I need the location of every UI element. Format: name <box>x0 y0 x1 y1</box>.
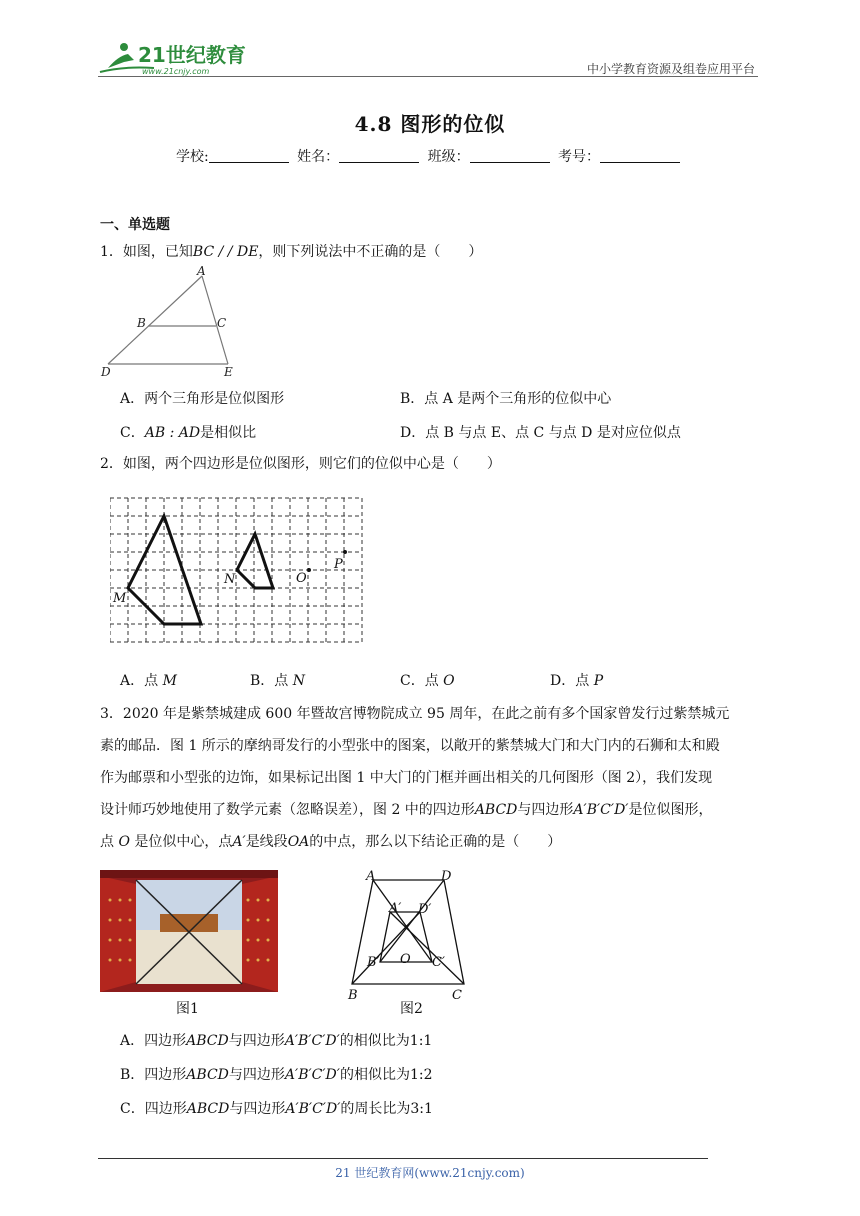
q1-stem-text: 1．如图，已知 <box>100 244 193 260</box>
q1-label-e: E <box>224 365 233 379</box>
q3-line-5-c: 是线段 <box>245 834 288 850</box>
header-divider <box>98 76 758 77</box>
q2-option-b-math: N <box>292 673 305 689</box>
q3-line-5-math-3: OA <box>287 834 310 850</box>
q1-option-b[interactable]: B．点 A 是两个三角形的位似中心 <box>400 391 612 407</box>
q2-option-b[interactable] <box>250 670 305 690</box>
school-field[interactable] <box>209 148 289 163</box>
student-info <box>0 146 860 166</box>
q3-fig2-label-o: O <box>400 952 411 967</box>
q3-option-c-ratio: 3:1 <box>410 1101 433 1117</box>
q3-option-b-math-1: ABCD <box>186 1067 229 1083</box>
q3-option-a-math-2: A′B′C′D′ <box>284 1033 340 1049</box>
q1-option-c-prefix: C． <box>120 425 145 441</box>
q3-line-5-math-1: O <box>118 834 130 850</box>
q3-line-4 <box>100 794 770 826</box>
q3-figure2-caption: 图2 <box>400 1001 423 1017</box>
q3-line-4-b: 与四边形 <box>517 802 574 818</box>
q1-option-c[interactable] <box>120 422 256 442</box>
q3-option-b[interactable] <box>120 1064 433 1084</box>
q1-option-c-suffix: 是相似比 <box>200 425 257 441</box>
school-label: 学校: <box>175 149 209 165</box>
q3-line-4-c: 是位似图形， <box>628 802 713 818</box>
q1-stem-tail: ，则下列说法中不正确的是（ ） <box>258 244 483 260</box>
q3-line-4-math-2: A′B′C′D′ <box>573 802 629 818</box>
section-heading: 一、单选题 <box>100 217 170 233</box>
q1-label-a: A <box>197 264 206 278</box>
q3-line-5-b: 是位似中心，点 <box>134 834 233 850</box>
q3-option-c-suffix: 的周长比为 <box>340 1101 411 1117</box>
q3-option-a-prefix: A．四边形 <box>120 1033 187 1049</box>
q3-figure1-photo <box>100 870 278 992</box>
q2-option-c-math: O <box>443 673 455 689</box>
q2-label-n: N <box>224 572 236 587</box>
q2-option-d-prefix: D．点 <box>550 673 590 689</box>
q2-option-c[interactable] <box>400 670 455 690</box>
q3-line-4-a: 设计师巧妙地使用了数学元素（忽略误差），图 2 中的四边形 <box>100 802 475 818</box>
q1-option-c-math: AB : AD <box>144 425 201 441</box>
page-title: 4.8 图形的位似 <box>354 112 506 136</box>
class-field[interactable] <box>470 148 550 163</box>
q3-figure1-caption: 图1 <box>176 1001 199 1017</box>
q3-fig2-label-d: D <box>441 869 452 884</box>
q3-option-c[interactable] <box>120 1098 433 1118</box>
name-label: 姓名： <box>297 149 340 165</box>
q3-option-a-math-1: ABCD <box>186 1033 229 1049</box>
q3-option-a-ratio: 1:1 <box>409 1033 433 1049</box>
q2-label-m: M <box>113 591 127 606</box>
q3-line-2: 素的邮品．图 1 所示的摩纳哥发行的小型张中的图案，以敞开的紫禁城大门和大门内的石狮和太和殿 <box>100 738 720 754</box>
q3-fig2-label-d-prime: D′ <box>418 902 432 917</box>
q2-option-a-math: M <box>162 673 177 689</box>
q3-fig2-label-c: C <box>452 988 462 1003</box>
q3-stem <box>100 698 770 858</box>
q1-label-d: D <box>101 365 111 379</box>
q3-option-b-prefix: B．四边形 <box>120 1067 187 1083</box>
q2-option-d[interactable] <box>550 670 603 690</box>
footer-link[interactable]: 21 世纪教育网(www.21cnjy.com) <box>335 1166 525 1180</box>
q3-option-b-math-2: A′B′C′D′ <box>284 1067 340 1083</box>
q3-option-c-math-1: ABCD <box>186 1101 230 1117</box>
q3-option-c-prefix: C．四边形 <box>120 1101 187 1117</box>
name-field[interactable] <box>339 148 419 163</box>
q1-label-b: B <box>137 316 146 330</box>
q2-option-d-math: P <box>593 673 604 689</box>
q3-fig2-label-a-prime: A′ <box>389 901 402 916</box>
logo-url: www.21cnjy.com <box>142 67 210 76</box>
q1-stem-math: BC / / DE <box>192 244 259 260</box>
q3-option-b-mid: 与四边形 <box>228 1067 285 1083</box>
q3-line-1: 3．2020 年是紫禁城建成 600 年暨故宫博物院成立 95 周年，在此之前有多个国家曾发行过紫禁城元 <box>100 706 730 722</box>
q2-option-a-prefix: A．点 <box>120 673 159 689</box>
q3-option-a-suffix: 的相似比为 <box>339 1033 410 1049</box>
q3-line-5-a: 点 <box>100 834 114 850</box>
q3-line-3: 作为邮票和小型张的边饰，如果标记出图 1 中大门的门框并画出相关的几何图形（图 2），我们发现 <box>100 770 713 786</box>
q3-fig2-label-b: B <box>348 988 358 1003</box>
q1-triangle-figure <box>100 264 240 380</box>
q2-stem: 2．如图，两个四边形是位似图形，则它们的位似中心是（ ） <box>100 456 501 472</box>
q2-option-c-prefix: C．点 <box>400 673 439 689</box>
exam-no-label: 考号： <box>558 149 601 165</box>
q3-option-a[interactable] <box>120 1030 432 1050</box>
q2-option-b-prefix: B．点 <box>250 673 289 689</box>
q3-line-5-math-2: A′ <box>232 834 246 850</box>
q3-line-4-math-1: ABCD <box>474 802 518 818</box>
q2-label-p: P <box>334 557 343 572</box>
q2-label-o: O <box>296 571 307 586</box>
q2-option-a[interactable] <box>120 670 177 690</box>
q1-label-c: C <box>217 316 227 330</box>
site-logo <box>94 38 259 78</box>
platform-name: 中小学教育资源及组卷应用平台 <box>586 62 755 76</box>
q3-line-5-d: 的中点，那么以下结论正确的是（ ） <box>309 834 562 850</box>
q3-line-5 <box>100 826 770 858</box>
q3-option-b-ratio: 1:2 <box>409 1067 433 1083</box>
q3-fig2-label-c-prime: C′ <box>432 955 445 970</box>
q3-figure2-diagram <box>340 868 470 1004</box>
footer-divider <box>98 1158 708 1159</box>
q3-option-b-suffix: 的相似比为 <box>339 1067 410 1083</box>
class-label: 班级： <box>427 149 470 165</box>
q3-option-a-mid: 与四边形 <box>228 1033 285 1049</box>
q1-option-d[interactable]: D．点 B 与点 E、点 C 与点 D 是对应位似点 <box>400 425 681 441</box>
q3-fig2-label-b-prime: B′ <box>367 955 380 970</box>
q3-fig2-label-a: A <box>366 869 376 884</box>
q1-option-a[interactable]: A．两个三角形是位似图形 <box>120 391 285 407</box>
q3-option-c-mid: 与四边形 <box>229 1101 286 1117</box>
exam-no-field[interactable] <box>600 148 680 163</box>
logo-text: 21世纪教育 <box>138 43 246 67</box>
q3-option-c-math-2: A′B′C′D′ <box>285 1101 341 1117</box>
q2-grid-figure <box>110 496 366 644</box>
